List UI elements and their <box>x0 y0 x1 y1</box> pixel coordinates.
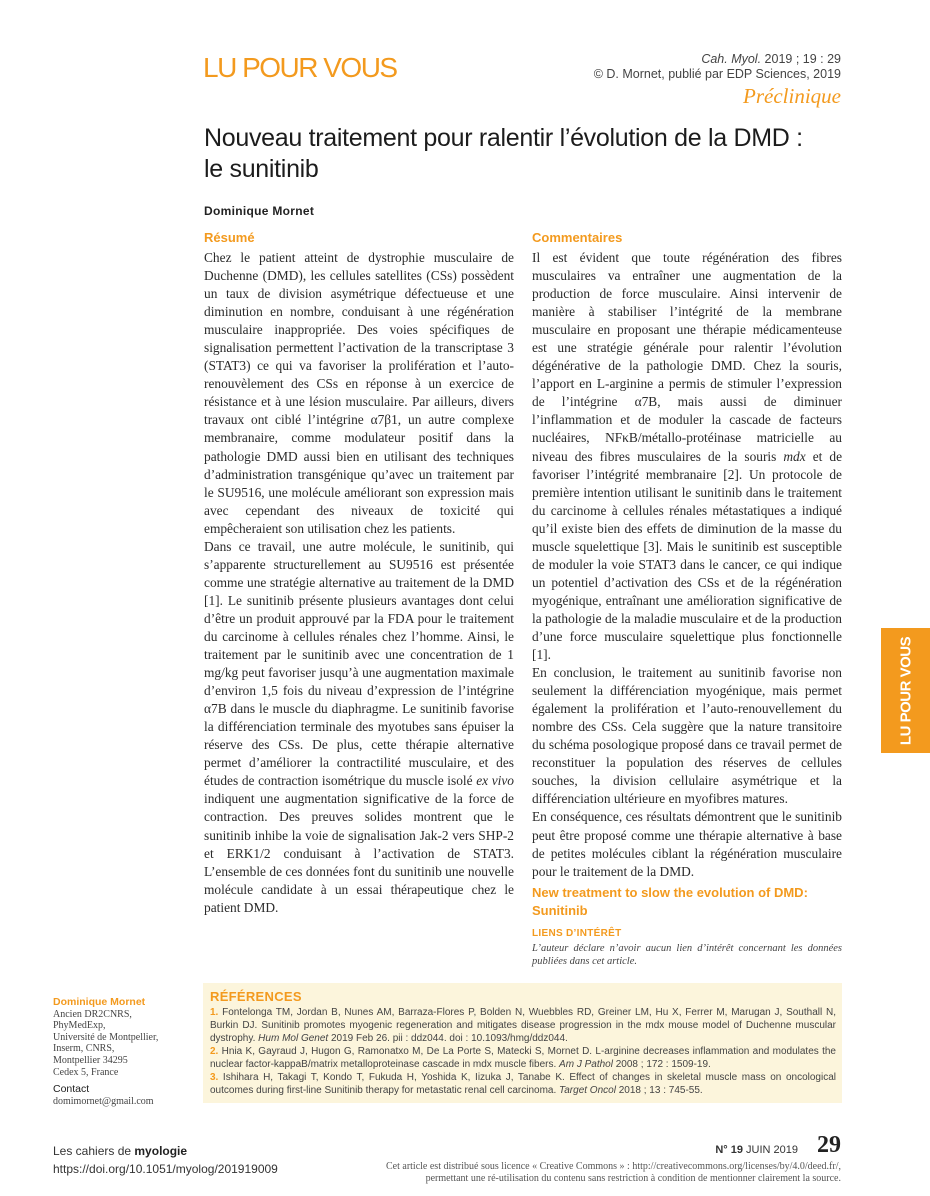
italic-run: mdx <box>783 448 806 464</box>
reference-details: 2018 ; 13 : 745-55. <box>615 1085 703 1096</box>
license-line: Cet article est distribué sous licence « Creative Commons » : http://creativecommons.org/licenses/by/4.0/deed.fr/, <box>386 1161 841 1172</box>
journal-name <box>53 1144 187 1158</box>
resume-body <box>204 249 514 917</box>
reference-text: Hnia K, Gayraud J, Hugon G, Ramonatxo M, De La Porte S, Matecki S, Mornet D. L-arginine decreases inflammation and modulates the nuclear factor-kappaB/matrix metalloproteinase cascade in mdx muscle fibers. <box>210 1046 836 1070</box>
license-text <box>281 1161 841 1184</box>
author-affiliation: Montpellier 34295 <box>53 1054 128 1066</box>
italic-run: ex vivo <box>476 773 515 789</box>
rubric-label: LU POUR VOUS <box>203 52 397 83</box>
english-title-line: Sunitinib <box>532 903 588 918</box>
reference-number: 1. <box>210 1007 219 1018</box>
references-list <box>210 1006 836 1097</box>
commentaires-paragraph <box>532 249 842 664</box>
issue-number: N° 19 <box>715 1144 743 1156</box>
english-title <box>532 884 842 920</box>
resume-heading: Résumé <box>204 230 255 245</box>
article-title-line: le sunitinib <box>204 155 319 183</box>
resume-paragraph <box>204 538 514 917</box>
article-title-line: Nouveau traitement pour ralentir l’évolution de la DMD : <box>204 124 803 152</box>
journal-title: myologie <box>134 1144 188 1158</box>
copyright: © D. Mornet, publié par EDP Sciences, 2019 <box>593 67 841 81</box>
article-title <box>204 123 854 185</box>
side-tab-label: LU POUR VOUS <box>897 636 914 745</box>
english-title-line: New treatment to slow the evolution of DMD: <box>532 885 808 900</box>
reference-details: 2008 ; 172 : 1509-19. <box>612 1059 711 1070</box>
text-run: Dans ce travail, une autre molécule, le sunitinib, qui s’apparente structurellement au SU9516 est présentée comme une stratégie alternative au traitement de la DMD [1]. Le sunitinib présente plusieurs avantages dont celui d’être un produit approuvé par la FDA pour le traitement du carcinome à cellules rénales chez l’homme. Ainsi, le traitement par le sunitinib avec une concentration de 1 mg/kg peut favoriser jusqu’à une augmentation maximale d’environ 1,5 fois du niveau d’expression de l’intégrine α7B dans le muscle du diaphragme. Le sunitinib favorise la différenciation terminale des myotubes sans épuiser la réserve des CSs. De plus, cette thérapie alternative permet d’améliorer la contractilité musculaire, et des études de contraction isométrique du muscle isolé <box>204 538 514 789</box>
reference-item <box>210 1071 836 1097</box>
page-number: 29 <box>817 1132 841 1158</box>
doi-link[interactable]: https://doi.org/10.1051/myolog/201919009 <box>53 1162 278 1176</box>
reference-text: Fontelonga TM, Jordan B, Nunes AM, Barraza-Flores P, Bolden N, Wuebbles RD, Greiner LM, Hu X, Ferrer M, Marugan J, Southall N, Burkin DJ. Sunitinib promotes myogenic regeneration and mitigates disease progression in the mdx mouse model of Duchenne muscular dystrophy. <box>210 1007 836 1044</box>
commentaires-heading: Commentaires <box>532 230 623 245</box>
reference-number: 3. <box>210 1072 219 1083</box>
commentaires-paragraph: En conclusion, le traitement au sunitinib favorise non seulement la différenciation myogénique, mais permet également la prolifération et l’auto-renouvellement du nombre des CSs. Cela suggère que la nature transitoire du schéma posologique proposé dans ce travail permet de reconstituer la population des réserves de cellules souches, la division cellulaire asymétrique et la différenciation ultérieure en myofibres matures. <box>532 665 842 807</box>
side-tab <box>881 628 930 753</box>
author-affiliation: Ancien DR2CNRS, <box>53 1008 132 1020</box>
section-label: Préclinique <box>743 84 841 108</box>
text-run: et de favoriser l’intégrité membranaire [2]. Un protocole de première intention utilisant le sunitinib dans le traitement du carcinome à cellules rénales métastatiques a indiqué qu’il existe bien des effets de diminution de la masse du muscle squelettique [3]. Mais le sunitinib est susceptible de moduler la voie STAT3 dans le cancer, ce qui indique un potentiel d’activation des CSs et de la régénération myogénique, entraînant une amélioration significative de la pathologie de la maladie musculaire et de la production d’une force musculaire squelettique plus fonctionnelle [1]. <box>532 448 843 663</box>
author-affiliation: PhyMedExp, <box>53 1020 106 1032</box>
resume-paragraph: Chez le patient atteint de dystrophie musculaire de Duchenne (DMD), les cellules satellites (CSs) possèdent un taux de division asymétrique défectueuse et une diminution en nombre, conduisant à une régénération musculaire inappropriée. Des voies spécifiques de signalisation permettent l’activation de la transcriptase 3 (STAT3) ce qui va favoriser la prolifération et l’auto-renouvèlement des CSs en réponse à un exercice de résistance et à une lésion musculaire. Par ailleurs, divers travaux ont ciblé l’intégrine α7β1, un autre complexe membranaire, comme modulateur positif dans la pathologie DMD aussi bien en utilisant des techniques d’administration transgénique qu’avec un traitement par le SU9516, une molécule améliorant son expression mais avec cependant des niveaux de toxicité qui empêcheraient son utilisation chez les patients. <box>204 250 514 536</box>
reference-journal: Am J Pathol <box>559 1059 613 1070</box>
citation-journal: Cah. Myol. <box>701 52 762 66</box>
reference-journal: Target Oncol <box>559 1085 616 1096</box>
journal-prefix: Les cahiers de <box>53 1144 135 1158</box>
reference-text: Ishihara H, Takagi T, Kondo T, Fukuda H, Yoshida K, Iizuka J, Tanabe K. Effect of changes in skeletal muscle mass on oncological outcomes during first-line Sunitinib therapy for metastatic renal cell carcinoma. <box>210 1072 836 1096</box>
author-info <box>53 997 183 1107</box>
references-heading: RÉFÉRENCES <box>210 989 302 1004</box>
commentaires-paragraph: En conséquence, ces résultats démontrent que le sunitinib peut être proposé comme une thérapie alternative à base de petites molécules ciblant la régénération musculaire pour le traitement de la DMD. <box>532 809 842 879</box>
citation <box>594 52 841 82</box>
liens-text: L’auteur déclare n’avoir aucun lien d’intérêt concernant les données publiées dans cet article. <box>532 943 842 967</box>
reference-item <box>210 1045 836 1071</box>
issue-info <box>715 1144 798 1156</box>
reference-number: 2. <box>210 1046 219 1057</box>
text-run: indiquent une augmentation significative de la force de contraction. Des preuves solides montrent que le sunitinib inhibe la voie de signalisation Jak-2 vers SHP-2 et ERK1/2 conduisant à l’activation de STAT3. L’ensemble de ces données font du sunitinib une nouvelle molécule candidate à un essai thérapeutique chez le patient DMD. <box>204 791 514 915</box>
liens-heading: LIENS D’INTÉRÊT <box>532 928 622 939</box>
contact-label: Contact <box>53 1083 90 1096</box>
text-run: Il est évident que toute régénération des fibres musculaires va entraîner une augmentation de la production de force musculaire. Ainsi intervenir de manière à stabiliser l’intégrité de la membrane musculaire en proposant une thérapie médicamenteuse est une stratégie générale pour ralentir l’évolution dégénérative de la pathologie DMD. Chez la souris, l’apport en L-arginine a permis de stimuler l’expression de l’intégrine α7B, mais aussi de diminuer l’inflammation et de moduler la cascade de facteurs nucléaires, NFκB/métallo-protéinase matricielle au niveau des fibres musculaires de la souris <box>532 250 842 464</box>
author-affiliation: Inserm, CNRS, <box>53 1043 115 1055</box>
author-name: Dominique Mornet <box>53 996 146 1008</box>
article-author: Dominique Mornet <box>204 204 315 218</box>
commentaires-body <box>532 249 842 881</box>
reference-item <box>210 1006 836 1045</box>
author-affiliation: Cedex 5, France <box>53 1066 119 1078</box>
reference-journal: Hum Mol Genet <box>258 1033 329 1044</box>
author-email[interactable]: domimornet@gmail.com <box>53 1095 154 1107</box>
license-line: permettant une ré-utilisation du contenu sans restriction à condition de mentionner clairement la source. <box>425 1172 841 1184</box>
author-affiliation: Université de Montpellier, <box>53 1031 159 1043</box>
issue-date: JUIN 2019 <box>742 1144 798 1156</box>
citation-volume: 2019 ; 19 : 29 <box>761 52 841 66</box>
reference-details: 2019 Feb 26. pii : ddz044. doi : 10.1093/hmg/ddz044. <box>328 1033 568 1044</box>
